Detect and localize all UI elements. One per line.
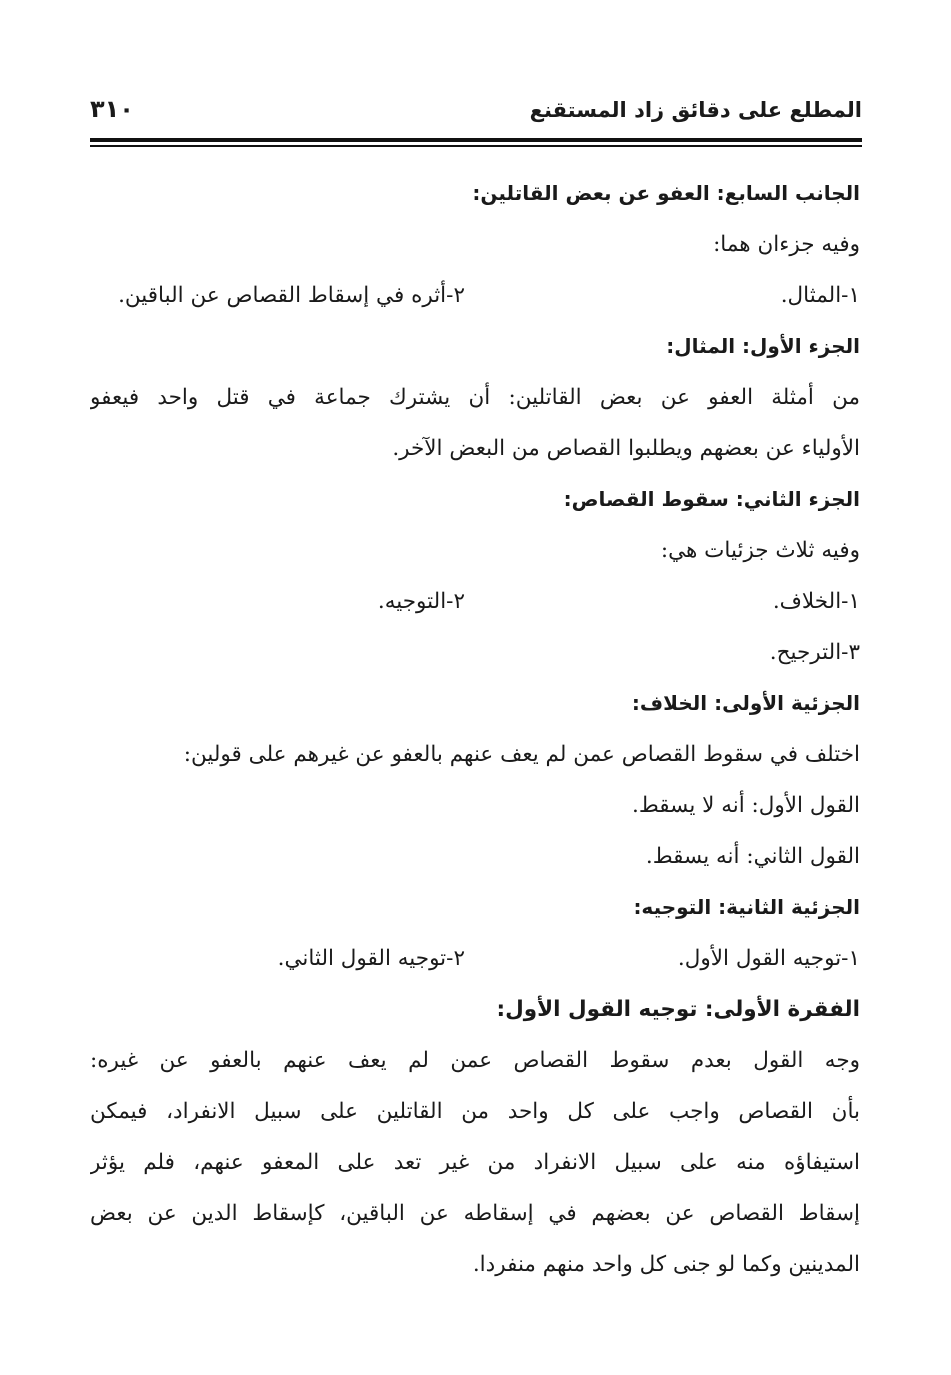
paragraph-line: الأولياء عن بعضهم ويطلبوا القصاص من البعض الآخر. [392,436,860,461]
list-item: ٢-أثره في إسقاط القصاص عن الباقين. [118,283,465,308]
list-row [90,576,860,627]
opinion-line: القول الثاني: أنه يسقط. [645,844,860,869]
section-heading: الجانب السابع: العفو عن بعض القاتلين: [472,181,860,205]
list-row [90,933,860,984]
list-row [90,270,860,321]
paragraph-line: وجه القول بعدم سقوط القصاص عمن لم يعف عنهم بالعفو عن غيره: [90,1048,860,1073]
header-rule-thin [90,145,862,147]
page-number: ٣١٠ [90,95,134,123]
list-item: ١-توجيه القول الأول. [677,946,860,971]
opinion-line: القول الأول: أنه لا يسقط. [632,793,860,818]
paragraph-heading: الفقرة الأولى: توجيه القول الأول: [496,997,860,1022]
paragraph-line: بأن القصاص واجب على كل واحد من القاتلين على سبيل الانفراد، فيمكن [90,1099,860,1124]
page-header [90,95,862,123]
list-item: ١-المثال. [780,283,860,308]
paragraph-line: استيفاؤه منه على سبيل الانفراد من غير تعد على المعفو عنهم، فلم يؤثر [90,1150,860,1175]
list-item: ١-الخلاف. [772,589,860,614]
part-heading: الجزء الثاني: سقوط القصاص: [563,487,860,511]
paragraph-line: من أمثلة العفو عن بعض القاتلين: أن يشترك جماعة في قتل واحد فيعفو [90,385,860,410]
subpart-heading: الجزئية الثانية: التوجيه: [633,895,860,919]
header-rule-thick [90,138,862,142]
paragraph-line: المدينين وكما لو جنى كل واحد منهم منفردا. [472,1252,860,1277]
list-item: ٢-التوجيه. [377,589,465,614]
section-intro: وفيه ثلاث جزئيات هي: [660,538,860,563]
page-body [90,168,860,1290]
book-title: المطلع على دقائق زاد المستقنع [529,98,862,122]
list-item: ٢-توجيه القول الثاني. [277,946,465,971]
part-heading: الجزء الأول: المثال: [666,334,860,358]
paragraph-line: إسقاط القصاص عن بعضهم في إسقاطه عن الباقين، كإسقاط الدين عن بعض [90,1201,860,1226]
subpart-heading: الجزئية الأولى: الخلاف: [631,691,860,715]
section-intro: وفيه جزءان هما: [713,232,860,257]
paragraph-line: اختلف في سقوط القصاص عمن لم يعف عنهم بالعفو عن غيرهم على قولين: [183,742,860,767]
list-item: ٣-الترجيح. [769,640,860,665]
